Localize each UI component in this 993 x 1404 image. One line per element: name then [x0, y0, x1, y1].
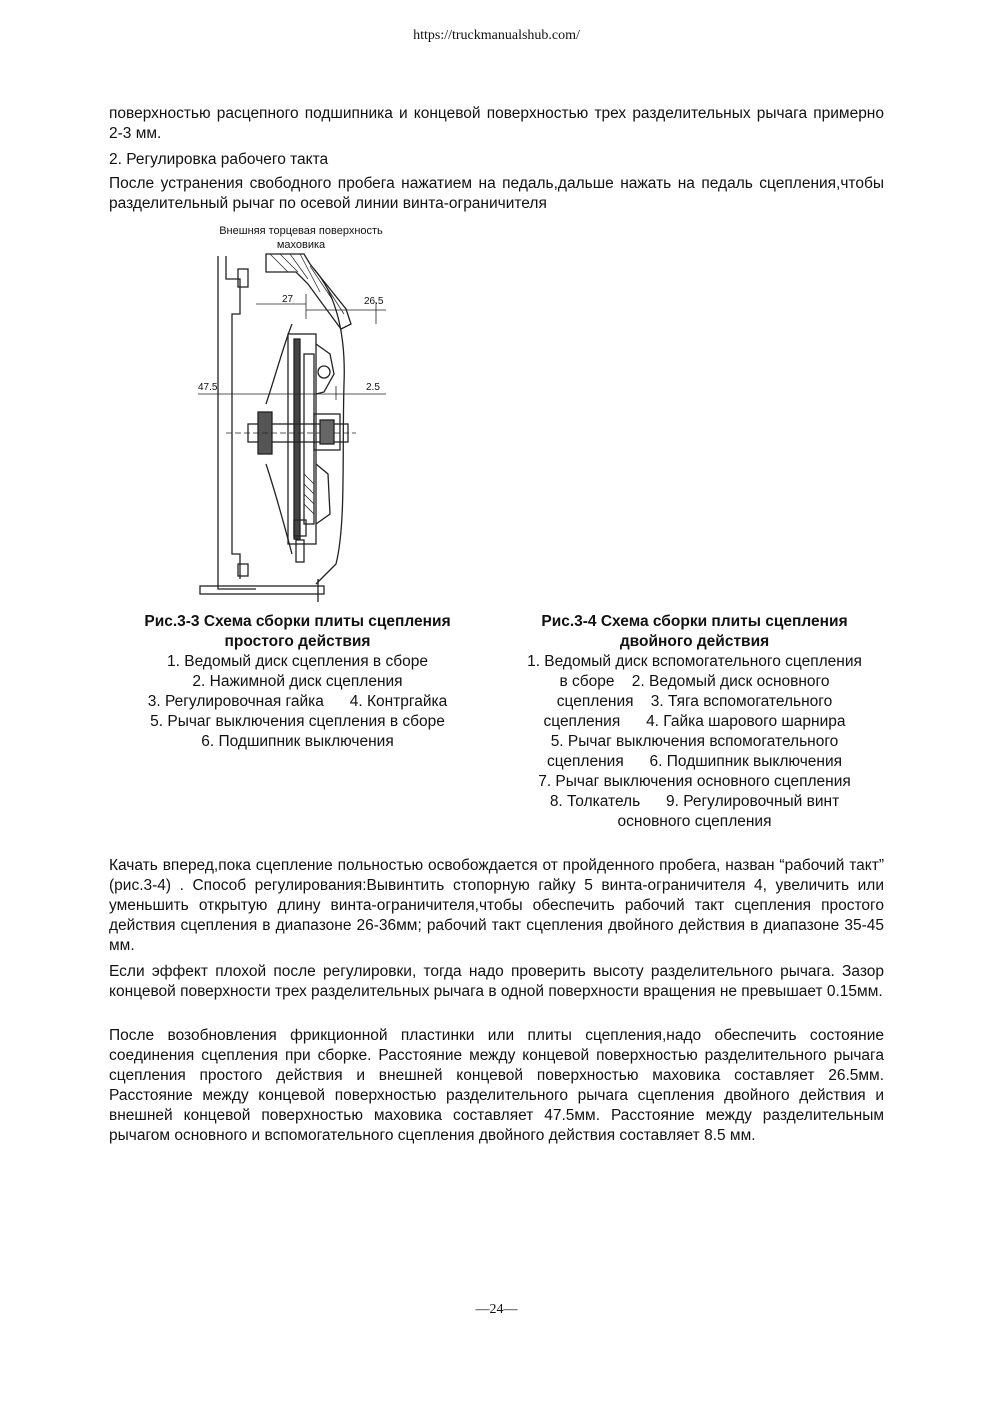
caption-left	[100, 612, 495, 752]
caption-left-line: 2. Нажимной диск сцепления	[192, 673, 403, 690]
caption-right-line: 7. Рычаг выключения основного сцепления	[538, 773, 851, 790]
page-number: —24—	[475, 1302, 518, 1317]
figure-label-line-1: Внешняя торцевая поверхность	[219, 225, 383, 237]
figure-label-line-2: маховика	[276, 239, 326, 251]
caption-left-title-2: простого действия	[224, 633, 371, 650]
dim-label-27: 27	[282, 294, 294, 305]
caption-left-line: 5. Рычаг выключения сцепления в сборе	[150, 713, 445, 730]
caption-right-line: основного сцепления	[617, 813, 772, 830]
caption-left-title-1: Рис.3-3 Схема сборки плиты сцепления	[144, 613, 451, 630]
intro-paragraph-2: После устранения свободного пробега нажатием на педаль,дальше нажать на педаль сцепления,чтобы разделительный рычаг по осевой линии винта-ограничителя	[109, 175, 884, 212]
caption-right-line: сцепления 4. Гайка шарового шарнира	[543, 713, 846, 730]
dim-label-47-5: 47.5	[198, 382, 218, 393]
dim-label-26-5: 26.5	[364, 296, 384, 307]
caption-right-title-1: Рис.3-4 Схема сборки плиты сцепления	[541, 613, 848, 630]
caption-left-line: 6. Подшипник выключения	[201, 733, 394, 750]
header-url: https://truckmanualshub.com/	[413, 28, 580, 43]
caption-right-line: сцепления 3. Тяга вспомогательного	[556, 693, 833, 710]
intro-paragraph-1: поверхностью расцепного подшипника и концевой поверхностью трех разделительных рычага примерно 2-3 мм.	[109, 105, 884, 142]
caption-right-line: 1. Ведомый диск вспомогательного сцепления	[527, 653, 862, 670]
dim-label-2-5: 2.5	[366, 382, 380, 393]
caption-left-line: 1. Ведомый диск сцепления в сборе	[167, 653, 428, 670]
body-paragraph-3: После возобновления фрикционной пластинки или плиты сцепления,надо обеспечить состояние соединения сцепления при сборке. Расстояние между концевой поверхностью разделительного рычага сцепления простого действия и внешней концевой поверхностью маховика составляет 26.5мм. Расстояние между концевой поверхностью разделительного рычага сцепления двойного действия и внешней концевой поверхностью маховика составляет 47.5мм. Расстояние между разделительным рычагом основного и вспомогательного сцепления двойного действия составляет 8.5 мм.	[109, 1027, 884, 1144]
caption-right-line: в сборе 2. Ведомый диск основного	[559, 673, 830, 690]
caption-left-line: 3. Регулировочная гайка 4. Контргайка	[147, 693, 448, 710]
body-paragraph-2: Если эффект плохой после регулировки, тогда надо проверить высоту разделительного рычага. Зазор концевой поверхности трех разделительных рычага в одной поверхности вращения не превышает 0.15мм.	[109, 963, 884, 1000]
caption-right-line: 8. Толкатель 9. Регулировочный винт	[549, 793, 840, 810]
section-heading: 2. Регулировка рабочего такта	[109, 151, 329, 168]
caption-right-line: сцепления 6. Подшипник выключения	[546, 753, 843, 770]
caption-right	[497, 612, 892, 832]
caption-right-title-2: двойного действия	[619, 633, 770, 650]
body-paragraph-1: Качать вперед,пока сцепление польностью освобождается от пройденного пробега, назван “рабочий такт” (рис.3-4) . Способ регулирования:Вывинтить стопорную гайку 5 винта-ограничителя 4, увеличить или уменьшить открытую длину винта-ограничителя,чтобы обеспечить рабочий такт сцепления простого действия сцепления в диапазоне 26-36мм; рабочий такт сцепления двойного действия в диапазоне 35-45 мм.	[109, 857, 884, 954]
caption-right-line: 5. Рычаг выключения вспомогательного	[550, 733, 839, 750]
clutch-assembly-drawing	[196, 224, 406, 604]
